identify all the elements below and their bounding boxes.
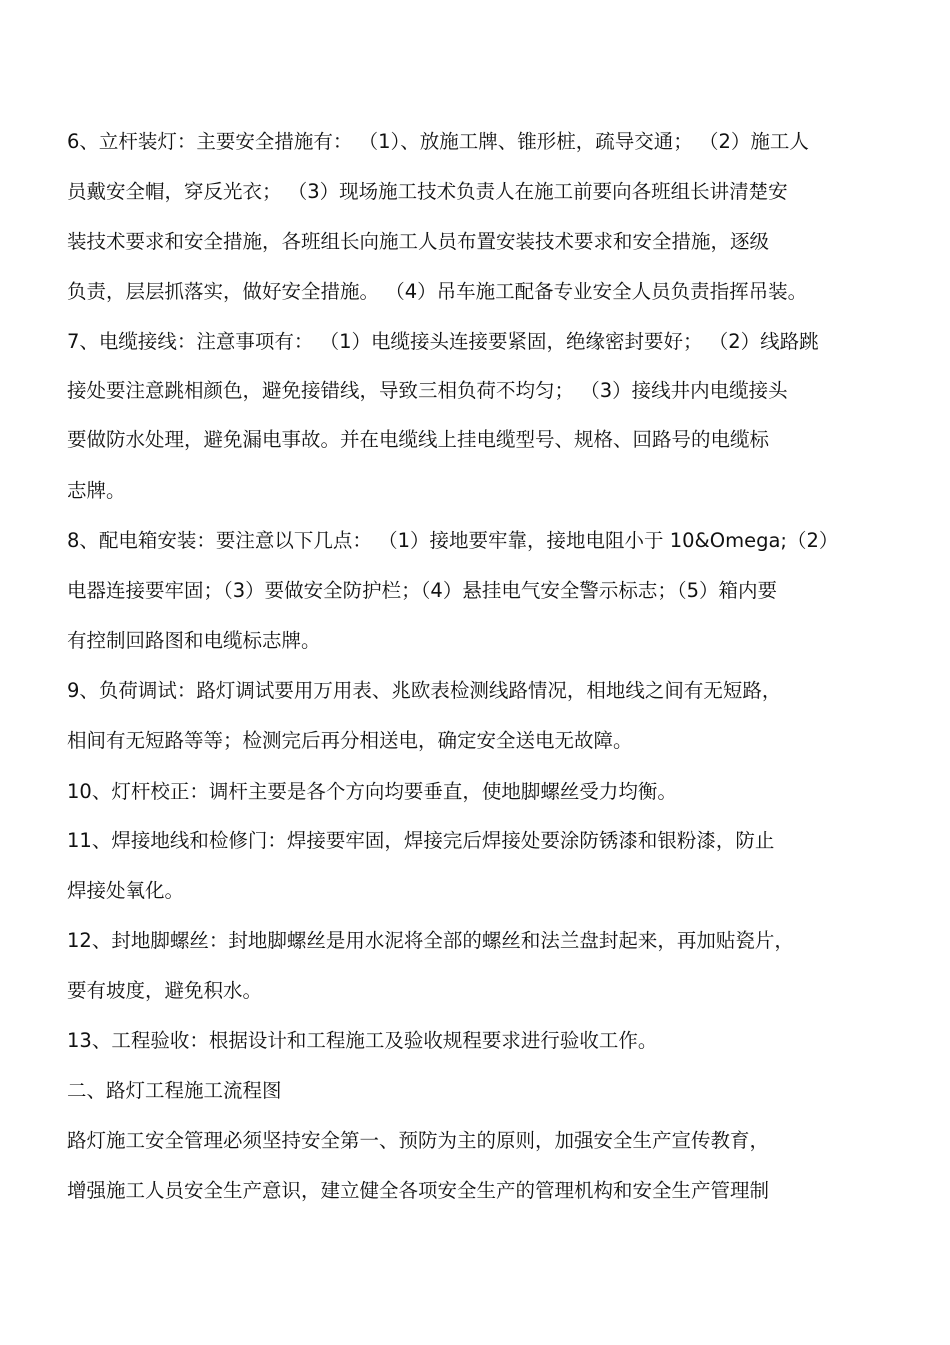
text-line: 焊接处氧化。 [67,879,185,902]
text-line: 相间有无短路等等；检测完后再分相送电，确定安全送电无故障。 [67,729,633,752]
text-line: 电器连接要牢固；（3）要做安全防护栏；（4）悬挂电气安全警示标志；（5）箱内要 [67,579,777,602]
text-line: 增强施工人员安全生产意识，建立健全各项安全生产的管理机构和安全生产管理制 [67,1179,770,1202]
text-line: 负责，层层抓落实，做好安全措施。 （4）吊车施工配备专业安全人员负责指挥吊装。 [67,280,808,303]
section-heading: 二、路灯工程施工流程图 [67,1079,282,1102]
text-line: 志牌。 [67,479,126,502]
text-line: 要做防水处理，避免漏电事故。并在电缆线上挂电缆型号、规格、回路号的电缆标 [67,428,770,451]
text-line: 8、配电箱安装：要注意以下几点： （1）接地要牢靠，接地电阻小于 10&Omega;（2） [67,529,839,552]
text-line: 路灯施工安全管理必须坚持安全第一、预防为主的原则，加强安全生产宣传教育， [67,1129,770,1152]
text-line: 6、立杆装灯：主要安全措施有： （1）、放施工牌、锥形桩，疏导交通； （2）施工人 [67,130,809,153]
text-line: 7、电缆接线：注意事项有： （1）电缆接头连接要紧固，绝缘密封要好； （2）线路跳 [67,330,819,353]
text-line: 接处要注意跳相颜色，避免接错线，导致三相负荷不均匀； （3）接线井内电缆接头 [67,379,788,402]
text-line: 员戴安全帽，穿反光衣； （3）现场施工技术负责人在施工前要向各班组长讲清楚安 [67,180,788,203]
text-line: 12、封地脚螺丝：封地脚螺丝是用水泥将全部的螺丝和法兰盘封起来，再加贴瓷片， [67,929,794,952]
text-line: 10、灯杆校正：调杆主要是各个方向均要垂直，使地脚螺丝受力均衡。 [67,780,677,803]
text-line: 要有坡度，避免积水。 [67,979,263,1002]
text-line: 装技术要求和安全措施，各班组长向施工人员布置安装技术要求和安全措施，逐级 [67,230,770,253]
text-line: 13、工程验收：根据设计和工程施工及验收规程要求进行验收工作。 [67,1029,658,1052]
text-line: 9、负荷调试：路灯调试要用万用表、兆欧表检测线路情况，相地线之间有无短路， [67,679,782,702]
text-line: 11、焊接地线和检修门：焊接要牢固，焊接完后焊接处要涂防锈漆和银粉漆，防止 [67,829,775,852]
text-line: 有控制回路图和电缆标志牌。 [67,629,321,652]
